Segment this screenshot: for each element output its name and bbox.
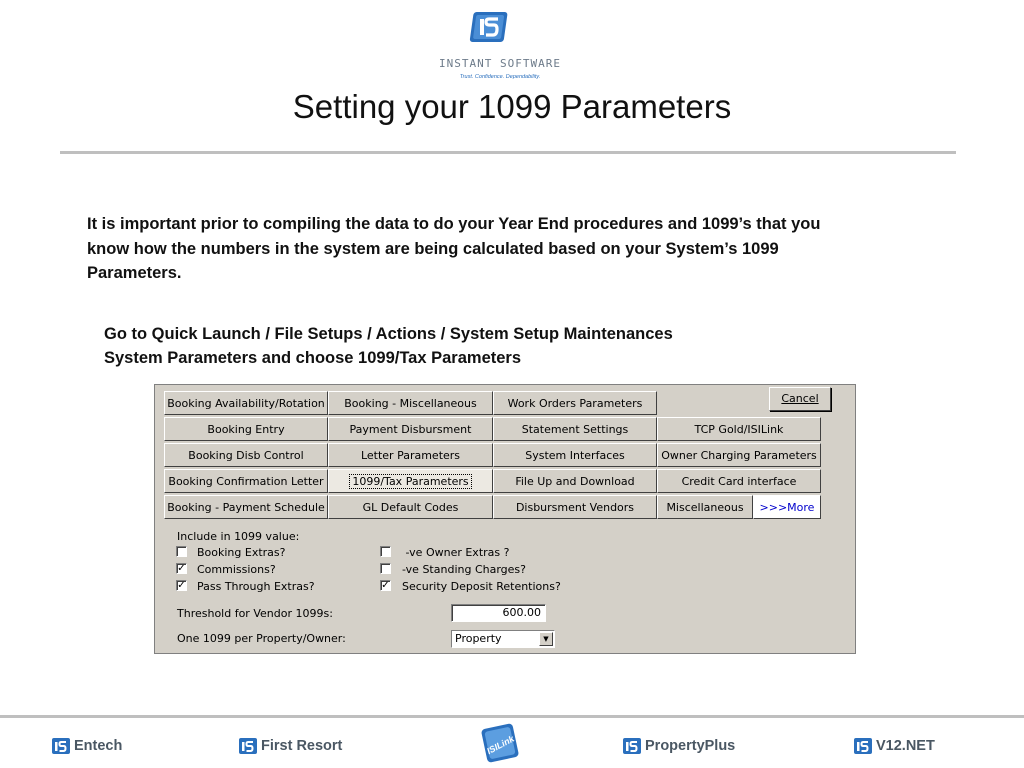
security-deposit-retentions-label: Security Deposit Retentions? xyxy=(402,580,561,593)
tab-payment-disbursment[interactable]: Payment Disbursment xyxy=(328,417,493,441)
negative-owner-extras-checkbox[interactable] xyxy=(380,546,391,557)
threshold-label: Threshold for Vendor 1099s: xyxy=(177,607,333,620)
tab-statement-settings[interactable]: Statement Settings xyxy=(493,417,657,441)
brand-logo-icon xyxy=(238,736,258,756)
commissions-checkbox[interactable] xyxy=(176,563,187,574)
tab-work-orders-parameters[interactable]: Work Orders Parameters xyxy=(493,391,657,415)
negative-standing-charges-label: -ve Standing Charges? xyxy=(402,563,526,576)
logo-name: INSTANT SOFTWARE xyxy=(439,57,561,70)
tab-credit-card-interface[interactable]: Credit Card interface xyxy=(657,469,821,493)
instant-software-logo xyxy=(410,10,590,78)
check-mark-icon: ✓ xyxy=(381,580,390,591)
footer-brand-first-resort xyxy=(238,734,342,758)
tab-booking-entry[interactable]: Booking Entry xyxy=(164,417,328,441)
one-1099-per-select[interactable] xyxy=(451,630,555,648)
negative-owner-extras-label: -ve Owner Extras ? xyxy=(402,546,510,559)
brand-logo-icon xyxy=(51,736,71,756)
check-mark-icon: ✓ xyxy=(177,563,186,574)
footer-divider xyxy=(0,715,1024,718)
brand-logo-icon xyxy=(622,736,642,756)
instructions-paragraph xyxy=(104,322,864,370)
tab-1099-tax-parameters-label: 1099/Tax Parameters xyxy=(349,474,471,489)
intro-paragraph: It is important prior to compiling the data to do your Year End procedures and 1099’s that you know how the numbers in the system are being calculated based on your System’s 1099 Parameters. xyxy=(87,215,821,282)
pass-through-extras-label: Pass Through Extras? xyxy=(197,580,315,593)
security-deposit-retentions-checkbox[interactable] xyxy=(380,580,391,591)
pass-through-extras-checkbox[interactable] xyxy=(176,580,187,591)
footer-brand-entech xyxy=(51,734,122,758)
one-1099-per-label: One 1099 per Property/Owner: xyxy=(177,632,346,645)
page-title: Setting your 1099 Parameters xyxy=(292,88,732,125)
booking-extras-label: Booking Extras? xyxy=(197,546,286,559)
tab-file-up-and-download[interactable]: File Up and Download xyxy=(493,469,657,493)
tab-booking-miscellaneous[interactable]: Booking - Miscellaneous xyxy=(328,391,493,415)
commissions-label: Commissions? xyxy=(197,563,276,576)
instructions-line-1: Go to Quick Launch / File Setups / Actions / System Setup Maintenances xyxy=(104,325,673,343)
tab-system-interfaces[interactable]: System Interfaces xyxy=(493,443,657,467)
brand-first-resort-label: First Resort xyxy=(261,738,343,754)
tab-tcp-gold-isilink[interactable]: TCP Gold/ISILink xyxy=(657,417,821,441)
more-tabs-button[interactable]: >>>More xyxy=(753,495,821,519)
tab-booking-payment-schedule[interactable]: Booking - Payment Schedule xyxy=(164,495,328,519)
tab-booking-confirmation-letter[interactable]: Booking Confirmation Letter xyxy=(164,469,328,493)
cancel-button-label: Cancel xyxy=(781,392,819,405)
tab-gl-default-codes[interactable]: GL Default Codes xyxy=(328,495,493,519)
negative-standing-charges-checkbox[interactable] xyxy=(380,563,391,574)
brand-v12net-label: V12.NET xyxy=(876,738,935,754)
tab-booking-availability-rotation[interactable]: Booking Availability/Rotation xyxy=(164,391,328,415)
logo-tagline: Trust. Confidence. Dependability. xyxy=(459,74,541,80)
cancel-button[interactable] xyxy=(769,387,831,411)
one-1099-per-value: Property xyxy=(455,632,502,645)
title-divider xyxy=(60,151,956,154)
tab-owner-charging-parameters[interactable]: Owner Charging Parameters xyxy=(657,443,821,467)
footer-brand-v12net xyxy=(853,734,935,758)
threshold-input[interactable]: 600.00 xyxy=(451,604,546,622)
system-parameters-dialog xyxy=(154,384,856,654)
check-mark-icon: ✓ xyxy=(177,580,186,591)
tab-miscellaneous[interactable]: Miscellaneous xyxy=(657,495,753,519)
booking-extras-checkbox[interactable] xyxy=(176,546,187,557)
tab-booking-disb-control[interactable]: Booking Disb Control xyxy=(164,443,328,467)
isilink-label: ISILink xyxy=(485,733,516,757)
tab-1099-tax-parameters[interactable] xyxy=(328,469,493,493)
tab-disbursment-vendors[interactable]: Disbursment Vendors xyxy=(493,495,657,519)
dropdown-arrow-icon[interactable]: ▼ xyxy=(539,632,553,646)
include-in-1099-label: Include in 1099 value: xyxy=(177,530,300,543)
isilink-logo-icon xyxy=(476,722,524,764)
instructions-line-2: System Parameters and choose 1099/Tax Parameters xyxy=(104,349,522,367)
brand-logo-icon xyxy=(853,736,873,756)
instant-software-logo-icon xyxy=(468,10,514,46)
tab-letter-parameters[interactable]: Letter Parameters xyxy=(328,443,493,467)
brand-entech-label: Entech xyxy=(74,738,123,754)
brand-propertyplus-label: PropertyPlus xyxy=(645,738,736,754)
footer-brand-propertyplus xyxy=(622,734,735,758)
